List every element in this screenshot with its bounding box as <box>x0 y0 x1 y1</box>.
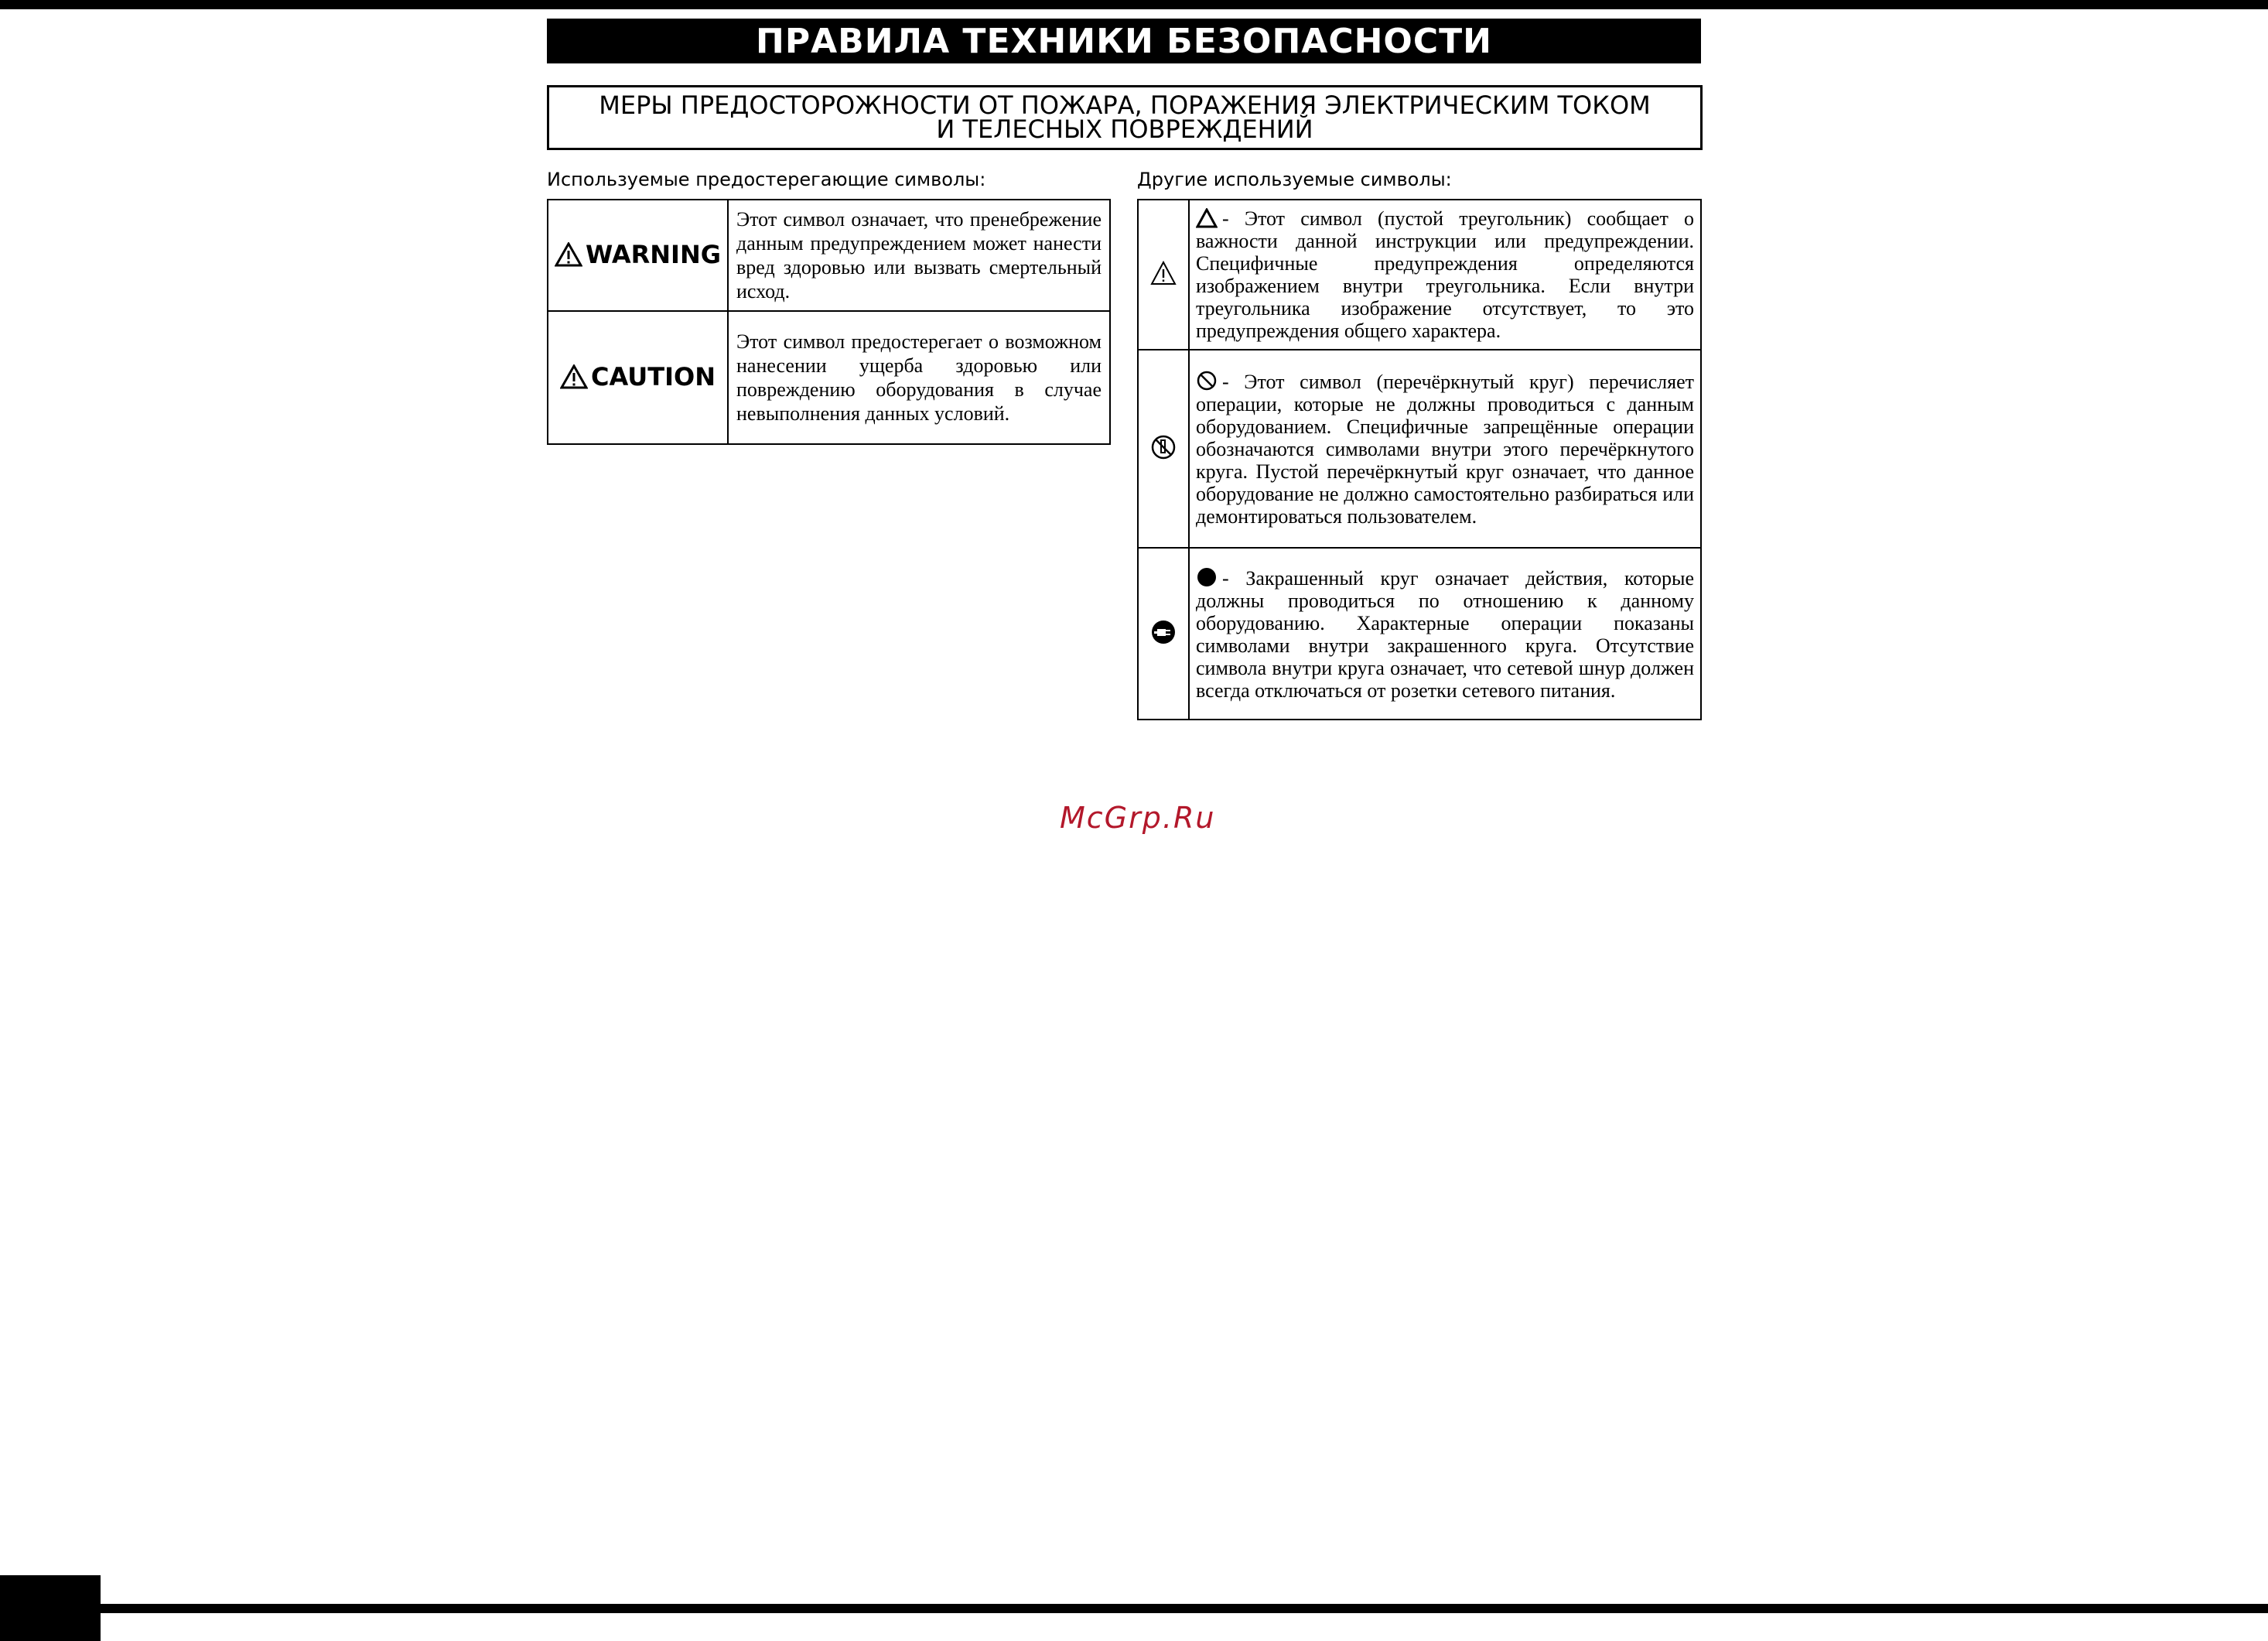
symbol-cell <box>1138 200 1189 350</box>
subtitle-line-2: И ТЕЛЕСНЫХ ПОВРЕЖДЕНИЙ <box>936 115 1313 144</box>
crossed-circle-text: - Этот символ (перечёркнутый круг) перечисляет операции, которые не должны проводиться с данным оборудованием. Специфичные запрещённые операции обозначаются символами внутри этого перечёркнутого круга. Пустой перечёркнутый круг означает, что данное оборудование не должно самостоятельно разбираться или демонтироваться пользователем. <box>1196 371 1694 528</box>
caution-description: Этот символ предостерегает о возможном нанесении ущерба здоровью или повреждению оборудования в случае невыполнения данных условий. <box>728 311 1110 444</box>
filled-circle-icon <box>1196 566 1218 588</box>
no-disassembly-icon <box>1150 434 1177 460</box>
crossed-circle-icon <box>1196 370 1218 391</box>
warning-symbols-table <box>547 199 1111 445</box>
top-rule <box>0 0 2268 9</box>
unplug-icon <box>1150 619 1177 645</box>
table-row <box>1138 200 1701 350</box>
subtitle-box <box>547 85 1703 150</box>
symbol-cell <box>1138 548 1189 720</box>
triangle-description <box>1189 200 1701 350</box>
symbol-cell <box>1138 350 1189 548</box>
warning-description: Этот символ означает, что пренебрежение данным предупреждением может нанести вред здоровью или вызвать смертельный исход. <box>728 200 1110 311</box>
page-title: ПРАВИЛА ТЕХНИКИ БЕЗОПАСНОСТИ <box>547 19 1701 63</box>
filled-circle-description <box>1189 548 1701 720</box>
table-row <box>1138 350 1701 548</box>
filled-circle-text: - Закрашенный круг означает действия, которые должны проводиться по отношению к данному оборудованию. Характерные операции показаны символами внутри закрашенного круга. Отсутствие символа внутри круга означает, что сетевой шнур должен всегда отключаться от розетки сетевого питания. <box>1196 566 1694 702</box>
warning-label: WARNING <box>586 240 721 269</box>
watermark: McGrp.Ru <box>1060 801 1216 835</box>
table-row <box>548 200 1110 311</box>
warning-triangle-icon <box>560 364 588 389</box>
left-caption: Используемые предостерегающие символы: <box>547 169 986 190</box>
subtitle-line-1: МЕРЫ ПРЕДОСТОРОЖНОСТИ ОТ ПОЖАРА, ПОРАЖЕНИЯ ЭЛЕКТРИЧЕСКИМ ТОКОМ <box>599 91 1651 120</box>
table-row <box>1138 548 1701 720</box>
caution-label: CAUTION <box>591 362 716 391</box>
page-number-block <box>0 1575 101 1641</box>
symbol-cell <box>548 200 728 311</box>
crossed-circle-description <box>1189 350 1701 548</box>
right-caption: Другие используемые символы: <box>1137 169 1452 190</box>
triangle-text: - Этот символ (пустой треугольник) сообщает о важности данной инструкции или предупреждении. Специфичные предупреждения определяются изображением внутри треугольника. Если внутри треугольника изображение отсутствует, то это предупреждения общего характера. <box>1196 207 1694 342</box>
symbol-cell <box>548 311 728 444</box>
caution-triangle-icon <box>1150 261 1177 285</box>
warning-triangle-icon <box>555 242 582 267</box>
bottom-rule <box>101 1604 2268 1613</box>
empty-triangle-icon <box>1196 208 1218 228</box>
other-symbols-table <box>1137 199 1702 720</box>
table-row <box>548 311 1110 444</box>
